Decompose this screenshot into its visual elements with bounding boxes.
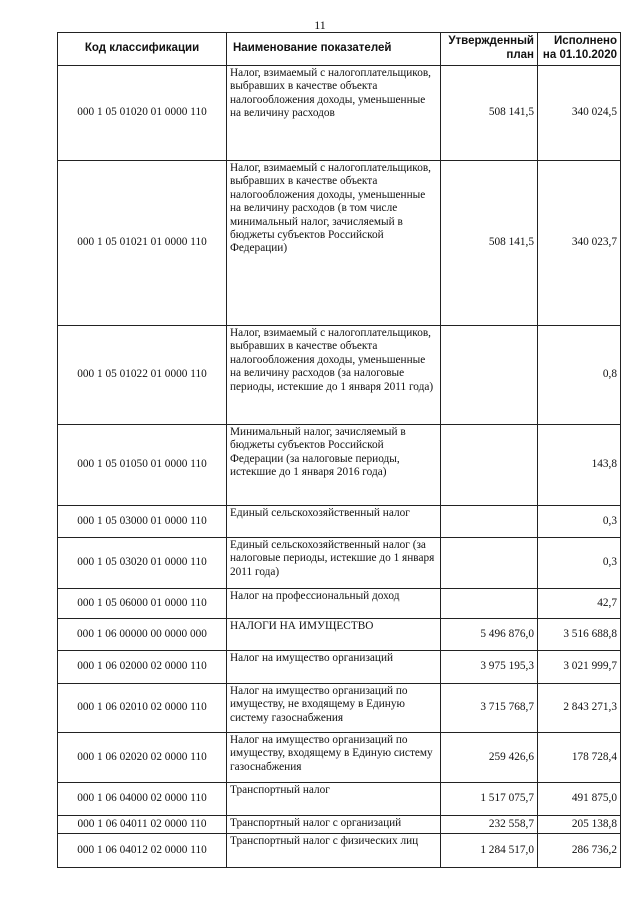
row-plan: 3 715 768,7 <box>441 684 538 733</box>
row-name: Налог, взимаемый с налогоплательщиков, выбравших в качестве объекта налогообложения доходы, уменьшенные на величину расходов (за налоговые периоды, истекшие до 1 января 2011 года) <box>227 326 441 425</box>
row-executed: 3 516 688,8 <box>538 619 621 651</box>
row-name: НАЛОГИ НА ИМУЩЕСТВО <box>227 619 441 651</box>
row-name: Налог, взимаемый с налогоплательщиков, выбравших в качестве объекта налогообложения доходы, уменьшенные на величину расходов <box>227 66 441 161</box>
row-name: Единый сельскохозяйственный налог (за налоговые периоды, истекшие до 1 января 2011 года) <box>227 538 441 589</box>
table-row <box>58 651 621 684</box>
row-code: 000 1 05 03020 01 0000 110 <box>58 538 227 589</box>
row-code: 000 1 05 06000 01 0000 110 <box>58 589 227 619</box>
table-row <box>58 816 621 834</box>
row-plan <box>441 425 538 506</box>
row-executed: 42,7 <box>538 589 621 619</box>
table-row <box>58 783 621 816</box>
row-code: 000 1 06 02020 02 0000 110 <box>58 733 227 783</box>
table-row <box>58 506 621 538</box>
row-code: 000 1 06 04000 02 0000 110 <box>58 783 227 816</box>
row-plan <box>441 326 538 425</box>
table-row <box>58 161 621 326</box>
row-plan: 1 284 517,0 <box>441 834 538 868</box>
table-row <box>58 538 621 589</box>
budget-table <box>57 32 621 868</box>
row-executed: 286 736,2 <box>538 834 621 868</box>
row-executed: 3 021 999,7 <box>538 651 621 684</box>
row-name: Налог на профессиональный доход <box>227 589 441 619</box>
row-name: Налог на имущество организаций <box>227 651 441 684</box>
row-code: 000 1 06 04012 02 0000 110 <box>58 834 227 868</box>
row-name: Транспортный налог с организаций <box>227 816 441 834</box>
table-row <box>58 834 621 868</box>
header-executed: Исполнено на 01.10.2020 <box>538 33 621 66</box>
row-name: Налог, взимаемый с налогоплательщиков, выбравших в качестве объекта налогообложения доходы, уменьшенные на величину расходов (в том числе минимальный налог, зачисляемый в бюджеты субъектов Российской Федерации) <box>227 161 441 326</box>
row-plan: 3 975 195,3 <box>441 651 538 684</box>
row-name: Налог на имущество организаций по имуществу, не входящему в Единую систему газоснабжения <box>227 684 441 733</box>
row-plan: 5 496 876,0 <box>441 619 538 651</box>
row-name: Налог на имущество организаций по имуществу, входящему в Единую систему газоснабжения <box>227 733 441 783</box>
row-code: 000 1 06 04011 02 0000 110 <box>58 816 227 834</box>
table-row <box>58 619 621 651</box>
row-name: Единый сельскохозяйственный налог <box>227 506 441 538</box>
row-executed: 2 843 271,3 <box>538 684 621 733</box>
row-executed: 0,3 <box>538 506 621 538</box>
row-executed: 178 728,4 <box>538 733 621 783</box>
table-row <box>58 66 621 161</box>
table-row <box>58 589 621 619</box>
row-plan: 259 426,6 <box>441 733 538 783</box>
row-code: 000 1 06 00000 00 0000 000 <box>58 619 227 651</box>
row-plan: 1 517 075,7 <box>441 783 538 816</box>
row-executed: 491 875,0 <box>538 783 621 816</box>
row-executed: 0,8 <box>538 326 621 425</box>
row-executed: 340 023,7 <box>538 161 621 326</box>
table-row <box>58 326 621 425</box>
row-executed: 0,3 <box>538 538 621 589</box>
row-name: Минимальный налог, зачисляемый в бюджеты субъектов Российской Федерации (за налоговые периоды, истекшие до 1 января 2016 года) <box>227 425 441 506</box>
row-plan <box>441 538 538 589</box>
row-executed: 205 138,8 <box>538 816 621 834</box>
table-row <box>58 425 621 506</box>
row-plan: 508 141,5 <box>441 161 538 326</box>
row-code: 000 1 05 03000 01 0000 110 <box>58 506 227 538</box>
row-executed: 340 024,5 <box>538 66 621 161</box>
table-row <box>58 733 621 783</box>
table-row <box>58 684 621 733</box>
row-executed: 143,8 <box>538 425 621 506</box>
header-name: Наименование показателей <box>227 33 441 66</box>
row-plan <box>441 506 538 538</box>
row-plan: 508 141,5 <box>441 66 538 161</box>
page-number: 11 <box>314 18 326 32</box>
row-plan <box>441 589 538 619</box>
header-row <box>58 33 621 66</box>
header-plan: Утвержденный план <box>441 33 538 66</box>
row-code: 000 1 05 01021 01 0000 110 <box>58 161 227 326</box>
row-name: Транспортный налог с физических лиц <box>227 834 441 868</box>
row-code: 000 1 05 01020 01 0000 110 <box>58 66 227 161</box>
row-code: 000 1 06 02000 02 0000 110 <box>58 651 227 684</box>
row-name: Транспортный налог <box>227 783 441 816</box>
row-code: 000 1 06 02010 02 0000 110 <box>58 684 227 733</box>
row-code: 000 1 05 01050 01 0000 110 <box>58 425 227 506</box>
row-code: 000 1 05 01022 01 0000 110 <box>58 326 227 425</box>
header-code: Код классификации <box>58 33 227 66</box>
row-plan: 232 558,7 <box>441 816 538 834</box>
